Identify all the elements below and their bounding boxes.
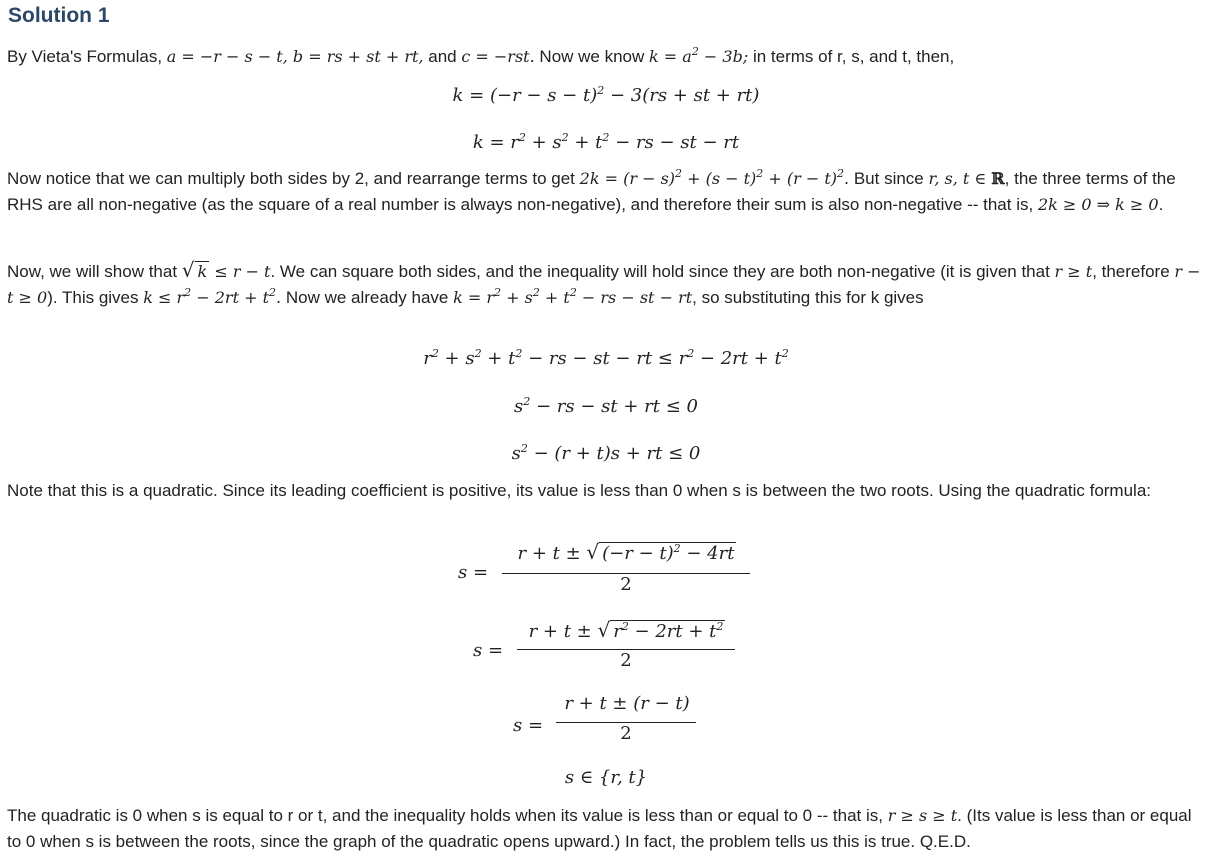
show-inequality-paragraph: Now, we will show that √ k ≤ r − t. We can square both sides, and the inequality will hold since they are both non-negative (it is given that r ≥ t, therefore r − t ≥ 0). This gives $k \le r^2 - 2rt + t^2$. Now we already have $k = r^2 + s^2 + t^2$ − rs − st − rt, so substituting this for k gives xyxy=(7,258,1201,307)
nonnegative-paragraph: Now notice that we can multiply both sides by 2, and rearrange terms to get $2k = (r - s)^2 + (s - t)^2 + (r - t)^2$. But since r, s, t ∈ ℝ, the three terms of the RHS are all non-negative (as the square of a real number is always non-negative), and therefore their sum is also non-negative -- that is, 2k ≥ 0 ⇒ k ≥ 0. xyxy=(7,167,1176,214)
quadratic-formula-step-2: s = r + t ± √ $r^2 - 2rt + t^2$ 2 xyxy=(0,618,1212,682)
quadratic-note-paragraph: Note that this is a quadratic. Since its leading coefficient is positive, its value is less than 0 when s is between the two roots. Using the quadratic formula: xyxy=(7,481,1152,500)
equation-substitution: $r^2 + s^2 + t^2$ − rs − st − rt ≤ $r^2 - 2rt + t^2$ xyxy=(423,347,789,369)
equation-reduced: $s^2$ − rs − st + rt ≤ 0 xyxy=(514,395,698,417)
quadratic-formula-step-3: s = r + t ± (r − t) 2 xyxy=(0,693,1212,757)
equation-quadratic: $s^2 - (r + t)s$ + rt ≤ 0 xyxy=(511,442,701,464)
equation-k-simplified: $k = r^2 + s^2 + t^2$ − rs − st − rt xyxy=(472,131,740,153)
quadratic-formula-step-1: s = r + t ± √ $(-r - t)^2 - 4rt$ 2 xyxy=(0,540,1212,604)
equation-k-expanded: $k = (-r - s - t)^2 - 3(rs$ + st + rt) xyxy=(452,84,760,106)
vieta-paragraph: By Vieta's Formulas, a = −r − s − t, b = rs + st + rt, and c = −rst. Now we know $k = a^2 - 3b$; in terms of r, s, and t, then, xyxy=(7,45,955,66)
equation-roots-set: s ∈ {r, t} xyxy=(564,767,648,788)
solution-heading: Solution 1 xyxy=(8,4,110,27)
conclusion-paragraph: The quadratic is 0 when s is equal to r or t, and the inequality holds when its value is less than or equal to 0 -- that is, r ≥ s ≥ t. (Its value is less than or equal to 0 when s is between the roots, since the graph of the quadratic opens upward.) In fact, the problem tells us this is true. Q.E.D. xyxy=(7,806,1192,851)
